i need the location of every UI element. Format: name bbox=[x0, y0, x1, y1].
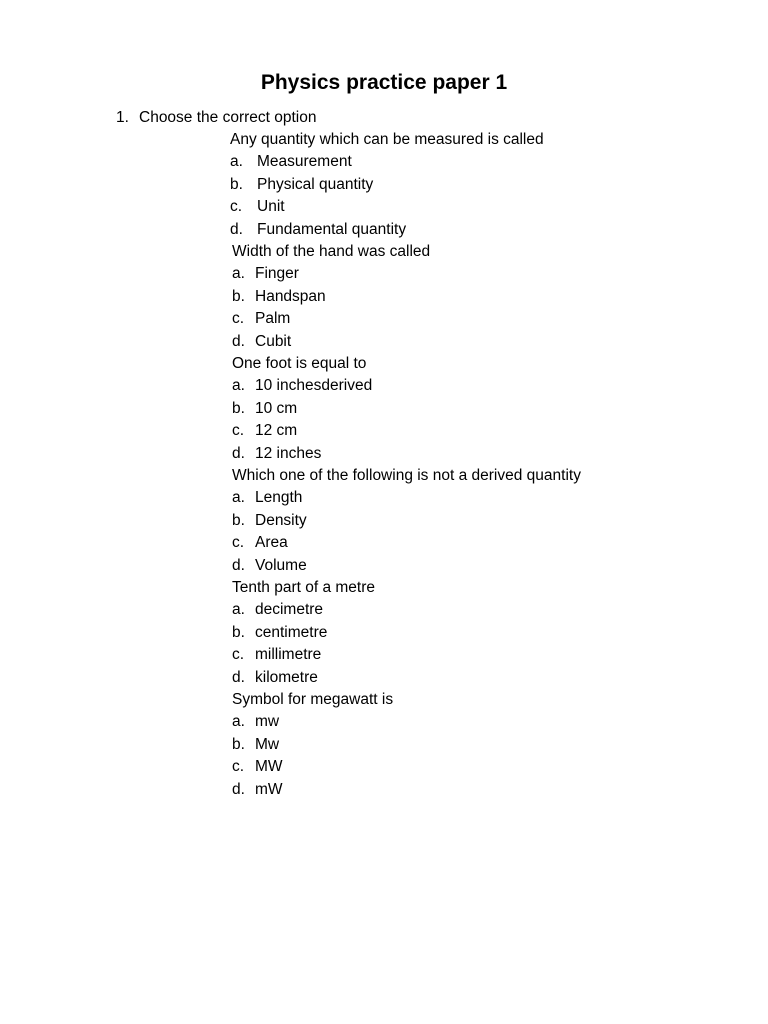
option-letter: b. bbox=[232, 399, 245, 417]
option-letter: d. bbox=[232, 556, 245, 574]
option-letter: a. bbox=[232, 713, 245, 731]
option-text: 12 cm bbox=[255, 422, 298, 440]
option-letter: a. bbox=[232, 377, 245, 395]
option-text: Area bbox=[255, 534, 288, 552]
option-text: Density bbox=[255, 511, 307, 529]
option-text: 10 cm bbox=[255, 399, 298, 417]
option-letter: a. bbox=[232, 489, 245, 507]
question-text: One foot is equal to bbox=[232, 355, 367, 372]
option-letter: b. bbox=[230, 175, 243, 193]
section-number: 1. bbox=[116, 109, 129, 126]
option-text: millimetre bbox=[255, 646, 322, 664]
option-text: Palm bbox=[255, 310, 291, 328]
question-text: Any quantity which can be measured is called bbox=[230, 131, 544, 148]
option-letter: d. bbox=[232, 332, 245, 350]
option-text: kilometre bbox=[255, 668, 318, 686]
option-letter: b. bbox=[232, 735, 245, 753]
option-text: Measurement bbox=[257, 153, 352, 171]
option-letter: d. bbox=[230, 220, 243, 238]
option-letter: b. bbox=[232, 287, 245, 305]
option-letter: c. bbox=[232, 646, 245, 664]
option-letter: a. bbox=[230, 153, 243, 171]
option-text: Length bbox=[255, 489, 303, 507]
option-text: Unit bbox=[257, 198, 285, 216]
option-letter: c. bbox=[232, 422, 245, 440]
option-letter: d. bbox=[232, 780, 245, 798]
option-text: Physical quantity bbox=[257, 175, 374, 193]
option-letter: b. bbox=[232, 511, 245, 529]
option-text: Cubit bbox=[255, 332, 292, 350]
option-letter: b. bbox=[232, 623, 245, 641]
option-text: decimetre bbox=[255, 601, 324, 619]
option-letter: c. bbox=[232, 310, 245, 328]
option-letter: c. bbox=[230, 198, 243, 216]
question-text: Width of the hand was called bbox=[232, 243, 431, 260]
option-letter: d. bbox=[232, 668, 245, 686]
option-text: 12 inches bbox=[255, 444, 322, 462]
option-text: 10 inchesderived bbox=[255, 377, 373, 395]
page-title: Physics practice paper 1 bbox=[260, 71, 508, 94]
option-text: Finger bbox=[255, 265, 299, 283]
question-text: Which one of the following is not a derived quantity bbox=[232, 467, 581, 484]
option-text: MW bbox=[255, 758, 283, 776]
section-heading: Choose the correct option bbox=[139, 109, 317, 126]
option-text: Handspan bbox=[255, 287, 326, 305]
option-text: mW bbox=[255, 780, 283, 798]
question-text: Tenth part of a metre bbox=[232, 579, 376, 596]
option-text: Fundamental quantity bbox=[257, 220, 407, 238]
option-text: centimetre bbox=[255, 623, 328, 641]
option-text: mw bbox=[255, 713, 280, 731]
option-text: Volume bbox=[255, 556, 307, 574]
option-letter: c. bbox=[232, 534, 245, 552]
option-letter: d. bbox=[232, 444, 245, 462]
option-letter: c. bbox=[232, 758, 245, 776]
option-letter: a. bbox=[232, 601, 245, 619]
question-text: Symbol for megawatt is bbox=[232, 691, 394, 708]
option-letter: a. bbox=[232, 265, 245, 283]
option-text: Mw bbox=[255, 735, 280, 753]
